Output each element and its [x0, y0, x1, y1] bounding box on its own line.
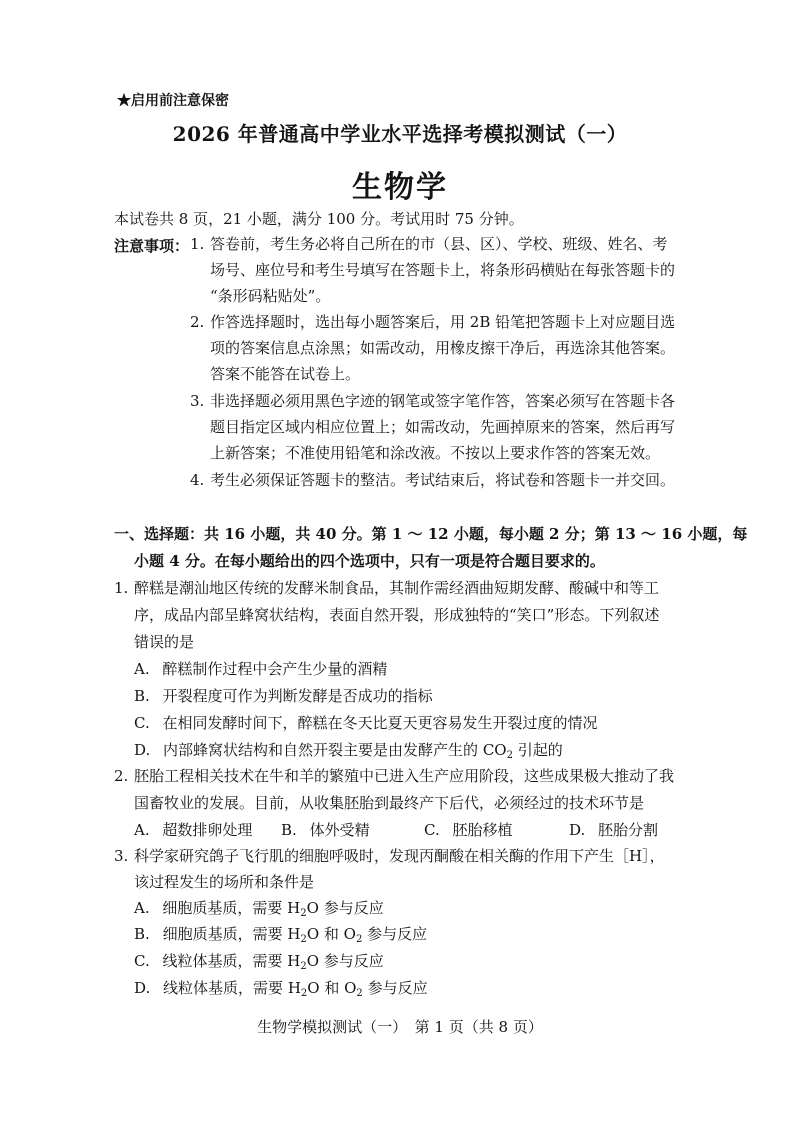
subscript: 2: [300, 908, 307, 919]
subscript: 2: [300, 988, 308, 999]
question-stem-line: 序，成品内部呈蜂窝状结构，表面自然开裂，形成独特的“笑口”形态。下列叙述: [134, 606, 660, 624]
question-stem-line: 胚胎工程相关技术在牛和羊的繁殖中已进入生产应用阶段，这些成果极大推动了我: [134, 767, 675, 785]
note-line: 题目指定区域内相应位置上；如需改动，先画掉原来的答案，然后再写: [210, 418, 676, 436]
option-label: A.: [134, 821, 150, 839]
option-text-mid: O 参与反应: [306, 952, 384, 970]
option-c: [424, 821, 513, 839]
option-text: 开裂程度可作为判断发酵是否成功的指标: [162, 687, 433, 705]
note-line: 考生必须保证答题卡的整洁。考试结束后，将试卷和答题卡一并交回。: [210, 471, 676, 489]
option-text: 胚胎移植: [452, 821, 513, 839]
question-stem-line: 错误的是: [134, 633, 195, 651]
note-line: 非选择题必须用黑色字迹的钢笔或签字笔作答，答案必须写在答题卡各: [210, 392, 676, 410]
option-text: 内部蜂窝状结构和自然开裂主要是由发酵产生的 CO: [163, 741, 507, 759]
option-b: [134, 687, 433, 705]
subscript: 2: [300, 934, 307, 945]
option-text: 超数排卵处理: [162, 821, 253, 839]
page-footer: 生物学模拟测试（一） 第 1 页（共 8 页）: [257, 1018, 543, 1036]
note-number: 2.: [190, 313, 205, 331]
option-text: 细胞质基质，需要 H: [162, 899, 301, 917]
option-text-mid: O 参与反应: [306, 899, 384, 917]
exam-title: 2026 年普通高中学业水平选择考模拟测试（一）: [172, 122, 628, 146]
option-label: A.: [134, 899, 150, 917]
note-line: 上新答案；不准使用铅笔和涂改液。不按以上要求作答的答案无效。: [210, 444, 661, 462]
note-line: 答卷前，考生务必将自己所在的市（县、区）、学校、班级、姓名、考: [210, 235, 668, 253]
option-text: 体外受精: [309, 821, 370, 839]
option-label: C.: [424, 821, 440, 839]
option-text: 线粒体基质，需要 H: [163, 979, 301, 997]
option-text-tail: 引起的: [512, 741, 563, 759]
option-text: 线粒体基质，需要 H: [162, 952, 301, 970]
option-text-tail: 参与反应: [362, 925, 428, 943]
option-text-mid: O 和 O: [307, 979, 357, 997]
option-label: B.: [134, 687, 150, 705]
question-number: 1.: [114, 579, 129, 597]
question-stem-line: 国畜牧业的发展。目前，从收集胚胎到最终产下后代，必须经过的技术环节是: [134, 794, 645, 812]
option-label: A.: [134, 660, 150, 678]
note-number: 3.: [190, 392, 205, 410]
question-stem-line: 科学家研究鸽子飞行肌的细胞呼吸时，发现丙酮酸在相关酶的作用下产生［H］，: [134, 847, 665, 865]
exam-intro: 本试卷共 8 页，21 小题，满分 100 分。考试用时 75 分钟。: [114, 210, 524, 228]
option-a: [134, 660, 387, 678]
option-text: 醉糕制作过程中会产生少量的酒精: [162, 660, 388, 678]
note-line: 场号、座位号和考生号填写在答题卡上，将条形码横贴在每张答题卡的: [210, 261, 676, 279]
note-number: 4.: [190, 471, 205, 489]
option-label: B.: [134, 925, 150, 943]
section-heading-line1: 一、选择题：共 16 小题，共 40 分。第 1 ～ 12 小题，每小题 2 分；第 13 ～ 16 小题，每: [114, 525, 748, 543]
question-number: 3.: [114, 847, 129, 865]
option-text: 在相同发酵时间下，醉糕在冬天比夏天更容易发生开裂过度的情况: [162, 714, 598, 732]
option-label: D.: [569, 821, 586, 839]
option-d: [569, 821, 658, 839]
subscript: 2: [300, 961, 307, 972]
question-stem-line: 该过程发生的场所和条件是: [134, 873, 315, 891]
subscript: 2: [356, 988, 363, 999]
option-label: D.: [134, 979, 151, 997]
note-line: 作答选择题时，选出每小题答案后，用 2B 铅笔把答题卡上对应题目选: [210, 313, 676, 331]
notes-label: 注意事项：: [114, 237, 190, 255]
option-a: [134, 821, 252, 839]
option-label: B.: [281, 821, 297, 839]
option-text-tail: 参与反应: [362, 979, 428, 997]
option-d: [134, 979, 428, 997]
section-heading-line2: 小题 4 分。在每小题给出的四个选项中，只有一项是符合题目要求的。: [134, 552, 605, 570]
note-line: 答案不能答在试卷上。: [210, 365, 361, 383]
question-stem-line: 醉糕是潮汕地区传统的发酵米制食品，其制作需经酒曲短期发酵、酸碱中和等工: [134, 579, 660, 597]
option-text-mid: O 和 O: [306, 925, 356, 943]
question-number: 2.: [114, 767, 129, 785]
option-b: [134, 925, 427, 943]
option-c: [134, 714, 598, 732]
note-number: 1.: [190, 235, 205, 253]
note-line: 项的答案信息点涂黑；如需改动，用橡皮擦干净后，再选涂其他答案。: [210, 339, 676, 357]
confidential-notice: ★启用前注意保密: [117, 93, 229, 109]
subject-title: 生物学: [352, 170, 448, 205]
option-text: 胚胎分割: [598, 821, 659, 839]
option-label: C.: [134, 952, 150, 970]
option-label: D.: [134, 741, 151, 759]
subscript: 2: [506, 750, 513, 761]
option-c: [134, 952, 384, 970]
subscript: 2: [355, 934, 363, 945]
option-b: [281, 821, 370, 839]
option-text: 细胞质基质，需要 H: [162, 925, 301, 943]
option-d: [134, 741, 563, 759]
option-label: C.: [134, 714, 150, 732]
note-line: “条形码粘贴处”。: [210, 287, 331, 305]
option-a: [134, 899, 384, 917]
